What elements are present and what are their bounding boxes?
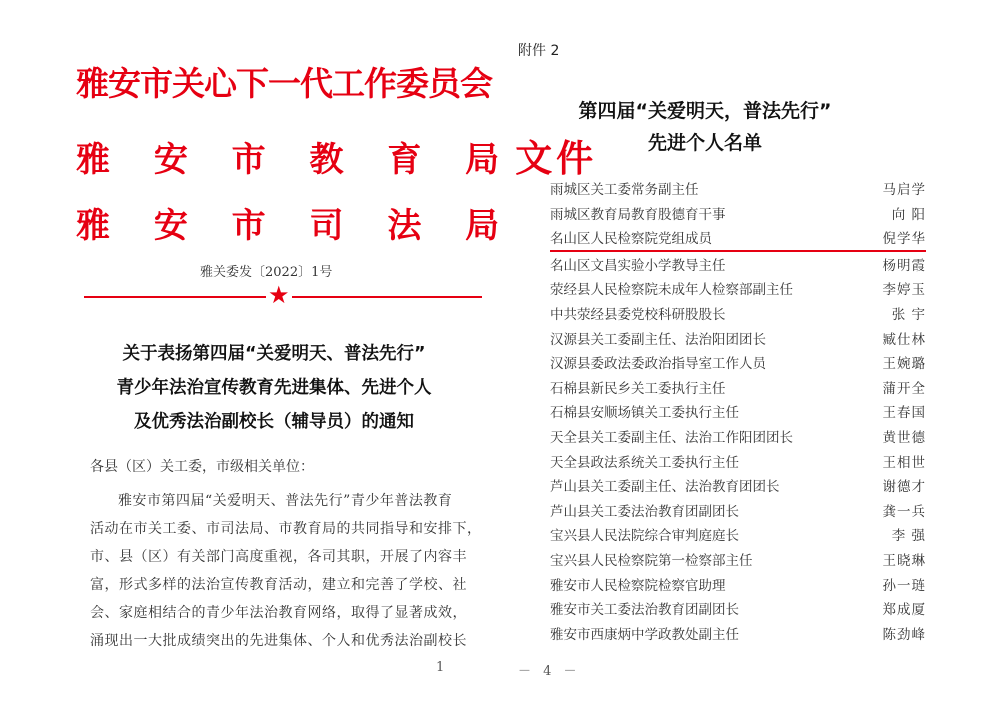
honoree-row (550, 522, 926, 547)
issuing-org-line-1: 雅安市关心下一代工作委员会 (76, 64, 492, 103)
honoree-position: 汉源县关工委副主任、法治阳团团长 (550, 331, 766, 348)
notice-title-line-2: 青少年法治宣传教育先进集体、先进个人 (116, 378, 432, 398)
notice-title-line-3: 及优秀法治副校长（辅导员）的通知 (134, 412, 414, 432)
honoree-row (550, 375, 926, 400)
honoree-position: 天全县关工委副主任、法治工作阳团团长 (550, 429, 793, 446)
honoree-row (550, 276, 926, 301)
body-line: 涌现出一大批成绩突出的先进集体、个人和优秀法治副校长 (90, 633, 467, 649)
document-suffix: 文件 (515, 137, 598, 180)
honoree-name: 黄世德 (882, 429, 926, 446)
honoree-row-highlighted (550, 225, 926, 252)
body-line: 市、县（区）有关部门高度重视，各司其职，开展了内容丰 (90, 549, 467, 565)
body-line: 雅安市第四届“关爱明天、普法先行”青少年普法教育 (118, 493, 453, 509)
attachment-label: 附件 2 (518, 43, 560, 59)
honoree-name: 臧仕林 (882, 331, 926, 348)
honoree-row (550, 572, 926, 597)
honoree-position: 芦山县关工委法治教育团副团长 (550, 503, 739, 520)
list-title-line-2: 先进个人名单 (647, 132, 762, 154)
honoree-name: 倪学华 (882, 231, 926, 248)
honoree-row (550, 596, 926, 621)
honoree-name: 王相世 (882, 454, 926, 471)
honoree-row (550, 201, 926, 226)
honoree-position: 汉源县委政法委政治指导室工作人员 (550, 356, 766, 373)
honoree-row (550, 301, 926, 326)
honoree-list (550, 176, 926, 645)
honoree-row (550, 424, 926, 449)
honoree-name: 王春国 (882, 405, 926, 422)
honoree-name: 谢德才 (882, 479, 926, 496)
honoree-name: 陈劲峰 (882, 626, 926, 643)
honoree-position: 天全县政法系统关工委执行主任 (550, 454, 739, 471)
honoree-name: 王婉璐 (882, 356, 926, 373)
honoree-position: 宝兴县人民检察院第一检察部主任 (550, 552, 753, 569)
document-number: 雅关委发〔2022〕1号 (200, 265, 333, 280)
list-title-line-1: 第四届“关爱明天，普法先行” (578, 100, 832, 122)
honoree-name: 杨明霞 (882, 257, 926, 274)
honoree-position: 雨城区教育局教育股德育干事 (550, 206, 726, 223)
red-divider-left (84, 296, 266, 298)
notice-title-line-1: 关于表扬第四届“关爱明天、普法先行” (122, 344, 426, 364)
body-line: 会、家庭相结合的青少年法治教育网络，取得了显著成效， (90, 605, 467, 621)
honoree-position: 雅安市关工委法治教育团副团长 (550, 602, 739, 619)
red-star-icon: ★ (268, 281, 290, 309)
page-number-left: 1 (436, 660, 445, 675)
honoree-position: 名山区人民检察院党组成员 (550, 231, 712, 248)
honoree-name: 李 强 (891, 528, 926, 545)
honoree-name: 李婷玉 (882, 282, 926, 299)
honoree-row (550, 176, 926, 201)
honoree-row (550, 399, 926, 424)
honoree-name: 马启学 (882, 182, 926, 198)
honoree-row (550, 621, 926, 646)
honoree-row (550, 252, 926, 277)
honoree-row (550, 498, 926, 523)
body-line: 活动在市关工委、市司法局、市教育局的共同指导和安排下， (90, 521, 482, 537)
honoree-position: 石棉县安顺场镇关工委执行主任 (550, 405, 739, 422)
honoree-name: 蒲开全 (882, 380, 926, 397)
right-page (500, 0, 1000, 717)
honoree-position: 石棉县新民乡关工委执行主任 (550, 380, 726, 397)
honoree-name: 向 阳 (891, 206, 926, 223)
honoree-row (550, 547, 926, 572)
honoree-row (550, 350, 926, 375)
honoree-position: 芦山县关工委副主任、法治教育团团长 (550, 479, 780, 496)
honoree-name: 龚一兵 (882, 503, 926, 520)
honoree-name: 孙一琏 (882, 577, 926, 594)
honoree-position: 名山区文昌实验小学教导主任 (550, 257, 726, 274)
issuing-org-line-3: 雅 安 市 司 法 局 (76, 206, 516, 246)
body-line: 富，形式多样的法治宣传教育活动，建立和完善了学校、社 (90, 577, 467, 593)
honoree-name: 张 宇 (891, 306, 926, 323)
honoree-position: 荥经县人民检察院未成年人检察部副主任 (550, 282, 793, 299)
honoree-position: 雅安市西康炳中学政教处副主任 (550, 626, 739, 643)
honoree-row (550, 326, 926, 351)
honoree-position: 雨城区关工委常务副主任 (550, 182, 699, 198)
honoree-row (550, 449, 926, 474)
honoree-name: 郑成厦 (882, 602, 926, 619)
salutation: 各县（区）关工委，市级相关单位： (90, 459, 314, 475)
honoree-row (550, 473, 926, 498)
honoree-position: 宝兴县人民法院综合审判庭庭长 (550, 528, 739, 545)
honoree-position: 中共荥经县委党校科研股股长 (550, 306, 726, 323)
red-divider-right (292, 296, 482, 298)
honoree-position: 雅安市人民检察院检察官助理 (550, 577, 726, 594)
page-number-right: － 4 － (518, 664, 581, 679)
issuing-org-line-2-main: 雅 安 市 教 育 局 (76, 140, 516, 180)
honoree-name: 王晓琳 (882, 552, 926, 569)
